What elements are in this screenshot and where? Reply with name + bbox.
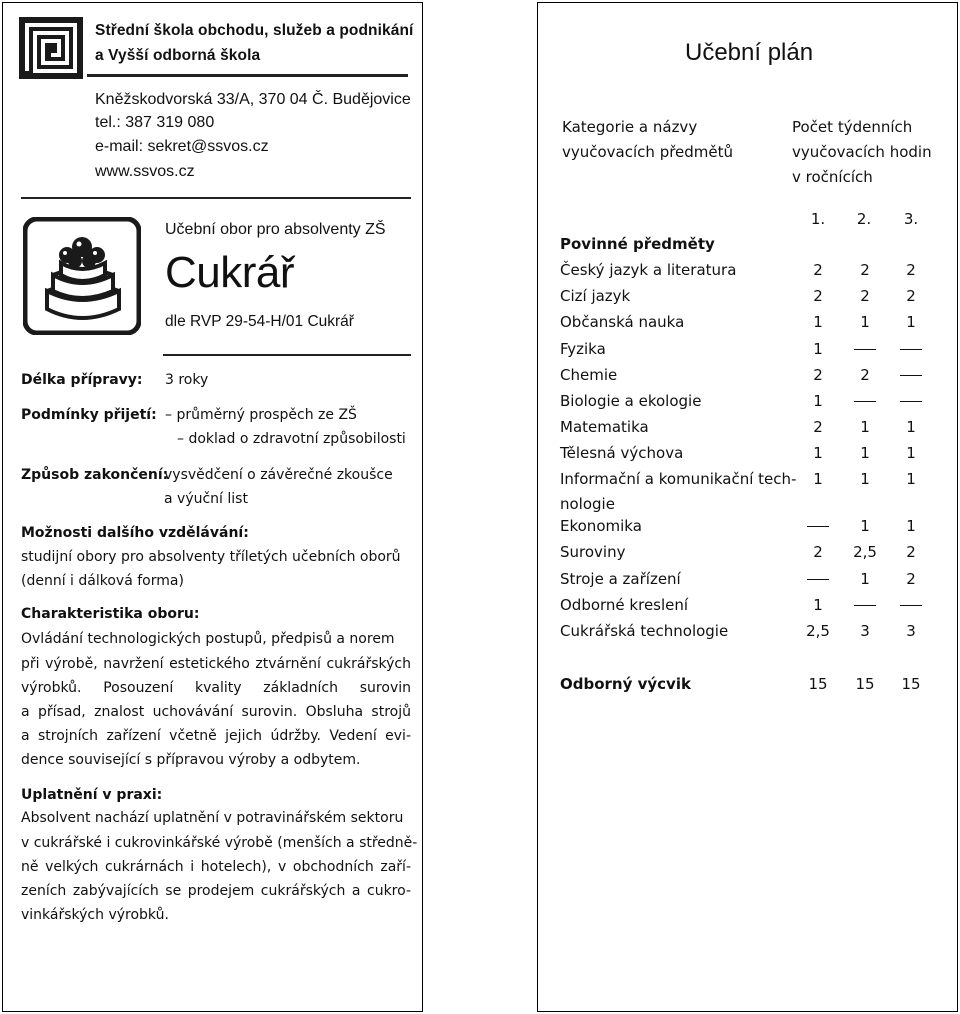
characteristics-text: dence související s přípravou výroby a odbytem.: [21, 752, 361, 768]
characteristics-text: a strojních zařízení včetně jejich údržby. Vedení evi-: [21, 728, 411, 744]
subject-name: Biologie a ekologie: [560, 392, 702, 410]
header-divider: [87, 74, 408, 77]
weekly-hours-cell: 2: [813, 418, 823, 436]
further-education-title: Možnosti dalšího vzdělávání:: [21, 525, 249, 541]
year-header: 2.: [856, 210, 872, 228]
weekly-hours-cell: 2,5: [853, 543, 877, 561]
dash-icon: [854, 605, 876, 607]
practice-text: vinkářských výrobků.: [21, 907, 169, 923]
practice-text: v cukrářské i cukrovinkářské výrobě (menších a středně-: [21, 835, 418, 851]
school-address: Kněžskodvorská 33/A, 370 04 Č. Budějovice: [95, 91, 411, 108]
dash-icon: [854, 401, 876, 403]
weekly-hours-cell: [891, 392, 931, 410]
mandatory-subjects-title: Povinné předměty: [560, 235, 715, 253]
weekly-hours-cell: 1: [906, 517, 916, 535]
weekly-hours-cell: 1: [860, 444, 870, 462]
weekly-hours-cell: 1: [906, 444, 916, 462]
section-divider: [21, 197, 411, 199]
practice-title: Uplatnění v praxi:: [21, 787, 163, 803]
dash-icon: [900, 375, 922, 377]
weekly-hours-cell: 2: [906, 287, 916, 305]
weekly-hours-cell: 2: [860, 261, 870, 279]
subject-name: Český jazyk a literatura: [560, 261, 737, 279]
weekly-hours-cell: 3: [906, 622, 916, 640]
hours-header: vyučovacích hodin: [792, 143, 932, 161]
weekly-hours-cell: 1: [860, 517, 870, 535]
field-intro: Učební obor pro absolventy ZŠ: [165, 221, 386, 238]
duration-value: 3 roky: [165, 372, 209, 388]
subject-name: Suroviny: [560, 543, 626, 561]
field-title: Cukrář: [165, 248, 295, 297]
practice-text: zeních zabývajících se prodejem cukrářských a cukro-: [21, 883, 411, 899]
weekly-hours-cell: 2: [813, 366, 823, 384]
practice-text: Absolvent nachází uplatnění v potravinářském sektoru: [21, 810, 404, 826]
subject-name: Občanská nauka: [560, 313, 685, 331]
dash-icon: [807, 526, 829, 528]
hours-header: Počet týdenních: [792, 118, 913, 136]
admission-label: Podmínky přijetí:: [21, 407, 157, 423]
subject-name: Ekonomika: [560, 517, 642, 535]
training-hours-cell: 15: [855, 675, 875, 693]
weekly-hours-cell: 2: [860, 287, 870, 305]
weekly-hours-cell: [891, 596, 931, 614]
field-rvp-code: dle RVP 29-54-H/01 Cukrář: [165, 313, 354, 330]
weekly-hours-cell: 2,5: [806, 622, 830, 640]
school-phone: tel.: 387 319 080: [95, 114, 215, 131]
subject-name: Cukrářská technologie: [560, 622, 729, 640]
school-website: www.ssvos.cz: [95, 163, 195, 180]
subject-name: Informační a komunikační tech-: [560, 470, 797, 488]
weekly-hours-cell: [798, 517, 838, 535]
weekly-hours-cell: 1: [860, 470, 870, 488]
further-education-text: (denní i dálková forma): [21, 573, 184, 589]
training-hours-cell: 15: [808, 675, 828, 693]
category-header: vyučovacích předmětů: [562, 143, 734, 161]
subject-name: Matematika: [560, 418, 649, 436]
characteristics-text: Ovládání technologických postupů, předpisů a norem: [21, 631, 395, 647]
leaflet-left-panel: [2, 2, 423, 1012]
school-email: e-mail: sekret@ssvos.cz: [95, 138, 269, 155]
weekly-hours-cell: 1: [813, 596, 823, 614]
weekly-hours-cell: 1: [860, 313, 870, 331]
cake-icon: [23, 217, 141, 335]
weekly-hours-cell: 2: [860, 366, 870, 384]
weekly-hours-cell: 2: [813, 543, 823, 561]
subject-name: Stroje a zařízení: [560, 570, 681, 588]
characteristics-text: při výrobě, navržení estetického ztvárnění cukrářských: [21, 656, 411, 672]
weekly-hours-cell: 1: [813, 392, 823, 410]
weekly-hours-cell: 1: [906, 313, 916, 331]
characteristics-title: Charakteristika oboru:: [21, 606, 200, 622]
weekly-hours-cell: [891, 340, 931, 358]
weekly-hours-cell: [845, 340, 885, 358]
duration-label: Délka přípravy:: [21, 372, 143, 388]
weekly-hours-cell: [845, 392, 885, 410]
dash-icon: [900, 605, 922, 607]
characteristics-text: výrobků. Posouzení kvality základních surovin: [21, 680, 411, 696]
weekly-hours-cell: 2: [906, 570, 916, 588]
school-name-line1: Střední škola obchodu, služeb a podnikání: [95, 22, 414, 39]
school-name-line2: a Vyšší odborná škola: [95, 47, 261, 64]
year-header: 1.: [810, 210, 826, 228]
section-divider: [163, 354, 411, 356]
subject-name: Chemie: [560, 366, 618, 384]
training-hours-cell: 15: [901, 675, 921, 693]
weekly-hours-cell: 1: [906, 418, 916, 436]
hours-header: v ročnících: [792, 168, 873, 186]
further-education-text: studijní obory pro absolventy tříletých učebních oborů: [21, 549, 401, 565]
category-header: Kategorie a názvy: [562, 118, 698, 136]
weekly-hours-cell: 1: [813, 340, 823, 358]
weekly-hours-cell: 2: [813, 287, 823, 305]
subject-name: Fyzika: [560, 340, 606, 358]
dash-icon: [900, 349, 922, 351]
weekly-hours-cell: 1: [813, 444, 823, 462]
training-name: Odborný výcvik: [560, 675, 691, 693]
subject-name: Odborné kreslení: [560, 596, 689, 614]
completion-label: Způsob zakončení:: [21, 467, 169, 483]
dash-icon: [807, 579, 829, 581]
completion-value: vysvědčení o závěrečné zkoušce: [164, 467, 393, 483]
weekly-hours-cell: 2: [906, 543, 916, 561]
weekly-hours-cell: 2: [906, 261, 916, 279]
dash-icon: [854, 349, 876, 351]
subject-name: Cizí jazyk: [560, 287, 631, 305]
weekly-hours-cell: 2: [813, 261, 823, 279]
completion-value: a výuční list: [164, 491, 248, 507]
subject-name: Tělesná výchova: [560, 444, 684, 462]
admission-item: – doklad o zdravotní způsobilosti: [177, 431, 406, 447]
leaflet-right-panel: [537, 2, 958, 1012]
characteristics-text: a přísad, znalost uchovávání surovin. Obsluha strojů: [21, 704, 411, 720]
weekly-hours-cell: 3: [860, 622, 870, 640]
weekly-hours-cell: [845, 596, 885, 614]
weekly-hours-cell: 1: [860, 418, 870, 436]
curriculum-title: Učební plán: [685, 39, 814, 66]
year-header: 3.: [903, 210, 919, 228]
weekly-hours-cell: 1: [813, 470, 823, 488]
weekly-hours-cell: [798, 570, 838, 588]
admission-item: – průměrný prospěch ze ZŠ: [165, 407, 357, 423]
weekly-hours-cell: 1: [860, 570, 870, 588]
practice-text: ně velkých cukrárnách i hotelech), v obchodních zaří-: [21, 859, 411, 875]
subject-name-continued: nologie: [560, 495, 615, 513]
dash-icon: [900, 401, 922, 403]
weekly-hours-cell: [891, 366, 931, 384]
weekly-hours-cell: 1: [813, 313, 823, 331]
school-logo-icon: [19, 17, 83, 79]
weekly-hours-cell: 1: [906, 470, 916, 488]
